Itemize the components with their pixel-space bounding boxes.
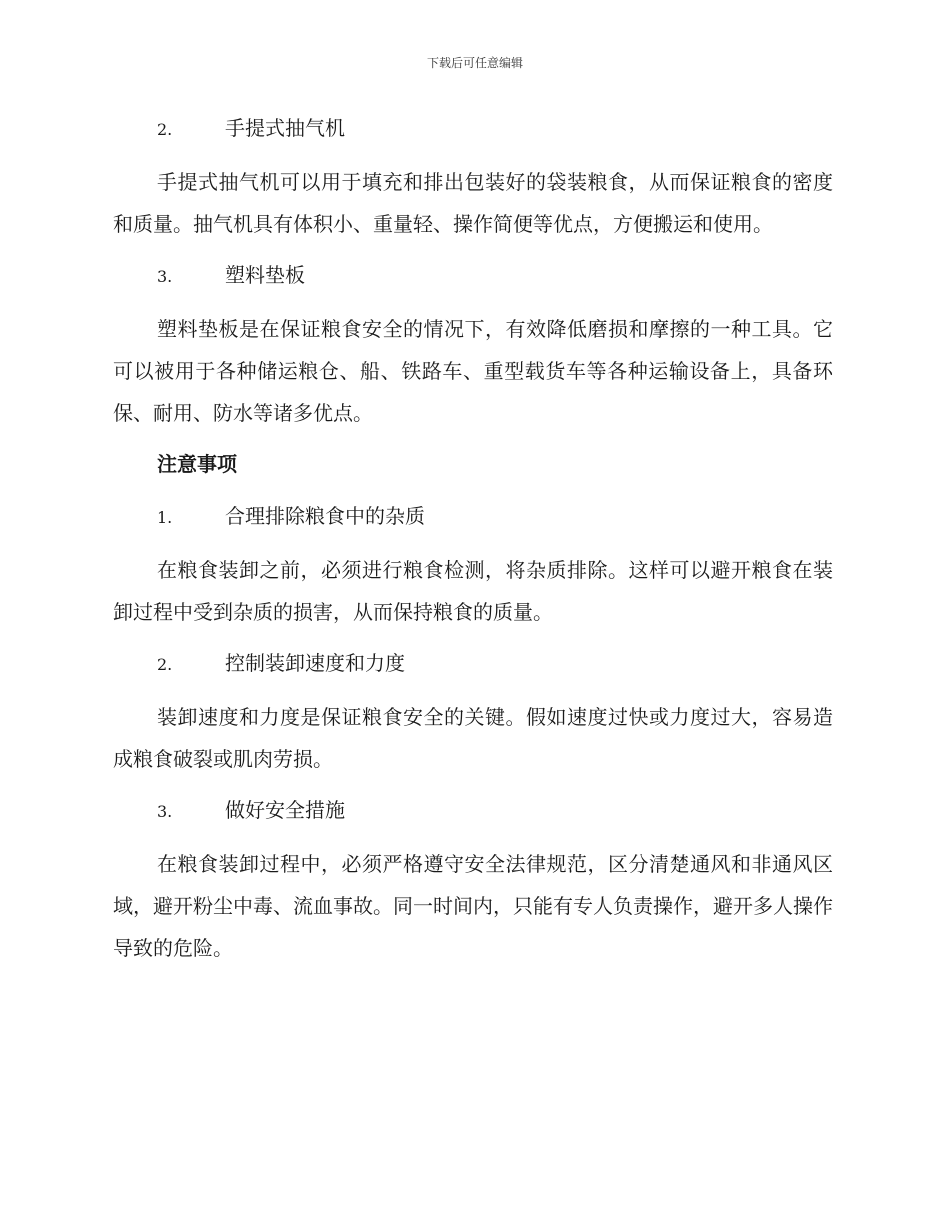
list-item-heading — [157, 108, 833, 148]
paragraph: 在粮食装卸过程中，必须严格遵守安全法律规范，区分清楚通风和非通风区域，避开粉尘中毒、流血事故。同一时间内，只能有专人负责操作，避开多人操作导致的危险。 — [113, 852, 833, 960]
list-item-label: 手提式抽气机 — [225, 116, 345, 140]
list-item-label: 做好安全措施 — [225, 798, 345, 822]
paragraph: 在粮食装卸之前，必须进行粮食检测，将杂质排除。这样可以避开粮食在装卸过程中受到杂质的损害，从而保持粮食的质量。 — [113, 558, 833, 624]
list-item-number: 3. — [157, 267, 173, 286]
list-item-heading — [157, 643, 833, 683]
list-item-heading — [157, 255, 833, 295]
page-header: 下载后可任意编辑 — [426, 56, 523, 70]
list-item-heading — [157, 790, 833, 830]
paragraph: 手提式抽气机可以用于填充和排出包装好的袋装粮食，从而保证粮食的密度和质量。抽气机具有体积小、重量轻、操作简便等优点，方便搬运和使用。 — [113, 170, 833, 236]
list-item-number: 2. — [157, 655, 173, 674]
section-title: 注意事项 — [157, 452, 237, 476]
list-item-label: 塑料垫板 — [225, 263, 305, 287]
paragraph: 装卸速度和力度是保证粮食安全的关键。假如速度过快或力度过大，容易造成粮食破裂或肌肉劳损。 — [113, 705, 833, 771]
paragraph: 塑料垫板是在保证粮食安全的情况下，有效降低磨损和摩擦的一种工具。它可以被用于各种储运粮仓、船、铁路车、重型载货车等各种运输设备上，具备环保、耐用、防水等诸多优点。 — [113, 317, 833, 425]
list-item-heading — [157, 496, 833, 536]
list-item-number: 1. — [157, 508, 173, 527]
list-item-number: 3. — [157, 802, 173, 821]
list-item-label: 合理排除粮食中的杂质 — [225, 504, 425, 528]
list-item-label: 控制装卸速度和力度 — [225, 651, 405, 675]
document-body — [113, 108, 833, 979]
list-item-number: 2. — [157, 120, 173, 139]
